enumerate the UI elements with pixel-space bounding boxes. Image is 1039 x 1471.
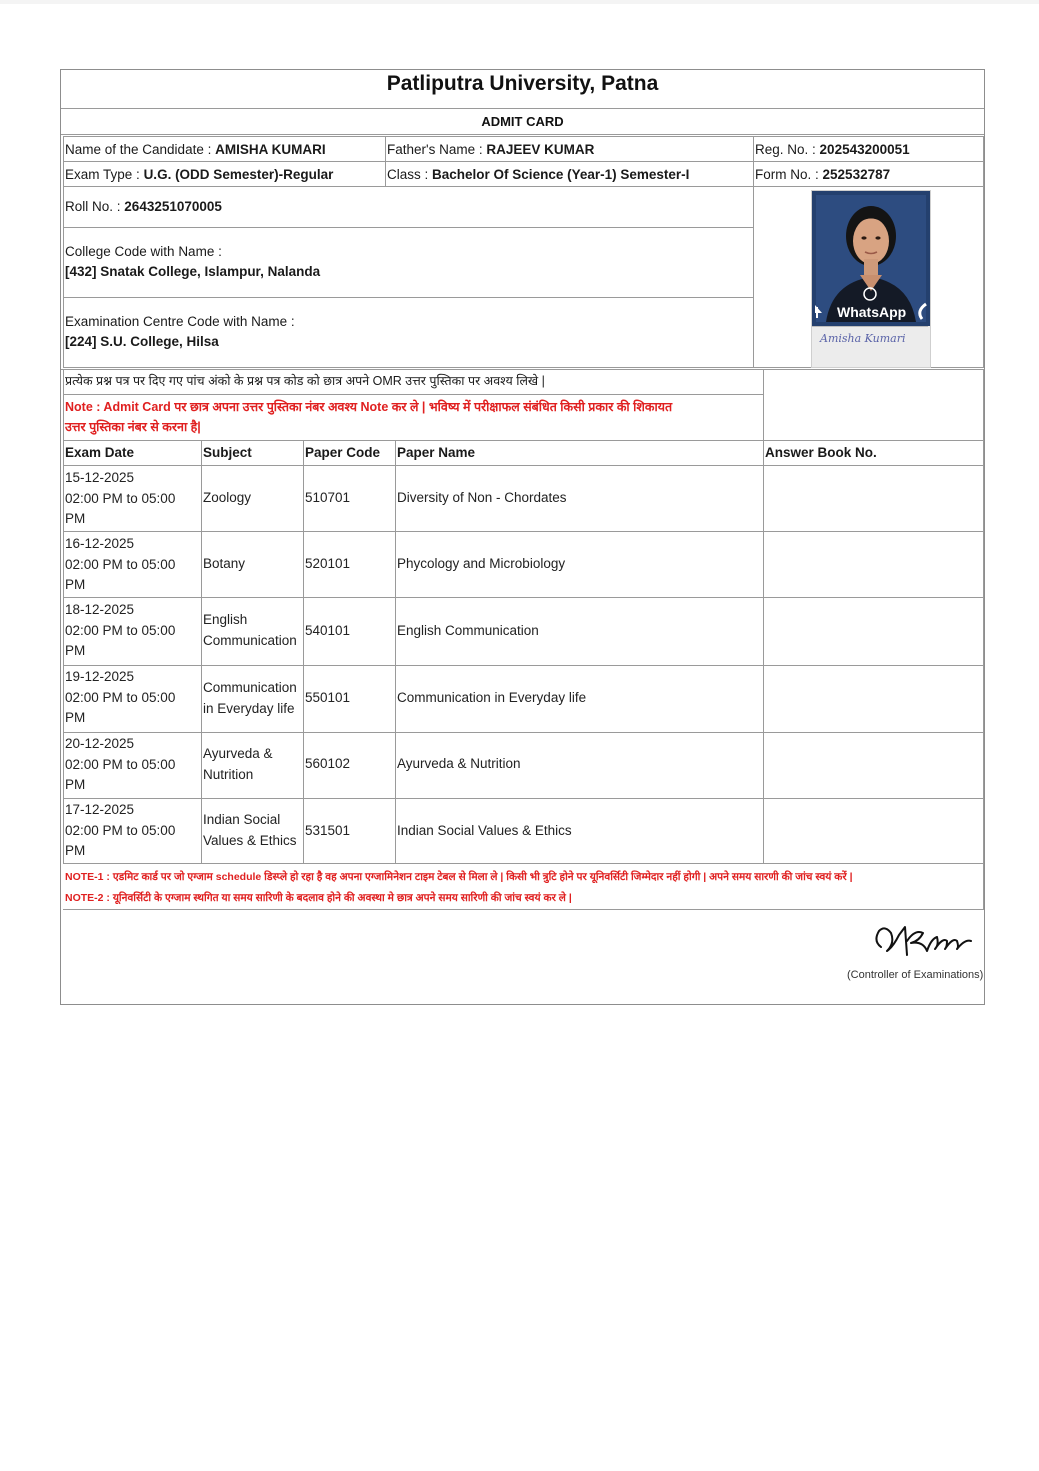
page-top-strip (0, 0, 1039, 4)
note-1: NOTE-1 : एडमिट कार्ड पर जो एग्जाम schedule डिस्प्ले हो रहा है वह अपना एग्जामिनेशन टाइम टेबल से मिला ले | किसी भी त्रुटि होने पर यूनिवर्सिटी जिम्मेदार नहीं होगी | अपने समय सारणी की जांच स्वयं करें | (65, 871, 853, 883)
divider (61, 134, 984, 135)
father-name-value: RAJEEV KUMAR (486, 142, 595, 157)
subject-cell (203, 610, 297, 651)
paper-code-cell: 531501 (305, 823, 351, 838)
subject-cell: Botany (203, 556, 246, 571)
father-name-label: Father's Name : (387, 142, 483, 157)
paper-name-cell: Communication in Everyday life (397, 690, 587, 705)
col-header-answer-book: Answer Book No. (765, 445, 877, 460)
signature-line (812, 326, 928, 327)
paper-name-cell: Ayurveda & Nutrition (397, 756, 521, 771)
exam-time: 02:00 PM to 05:00 (65, 622, 176, 638)
paper-code-cell: 560102 (305, 756, 351, 771)
reg-no-label: Reg. No. : (755, 142, 816, 157)
form-no-value: 252532787 (822, 167, 891, 182)
father-name-field (387, 140, 594, 160)
subject-cell: Zoology (203, 490, 252, 505)
candidate-name-field (65, 140, 326, 160)
divider (63, 136, 64, 368)
subject-line-a: Communication (203, 680, 297, 695)
paper-code-cell: 520101 (305, 556, 351, 571)
subject-line-b: Nutrition (203, 766, 254, 782)
exam-time: 02:00 PM to 05:00 (65, 756, 176, 772)
exam-type-value: U.G. (ODD Semester)-Regular (143, 167, 334, 182)
divider (63, 297, 753, 298)
roll-no-value: 2643251070005 (124, 199, 222, 214)
divider (763, 369, 764, 863)
centre-label: Examination Centre Code with Name : (65, 314, 295, 329)
paper-name-cell: Diversity of Non - Chordates (397, 490, 567, 505)
divider (201, 440, 202, 863)
col-header-paper-code: Paper Code (305, 445, 381, 460)
divider (61, 108, 984, 109)
college-value: [432] Snatak College, Islampur, Nalanda (65, 264, 321, 279)
divider (385, 136, 386, 186)
paper-name-cell: Indian Social Values & Ethics (397, 823, 572, 838)
exam-type-label: Exam Type : (65, 167, 140, 182)
photo-watermark: WhatsApp (837, 304, 907, 320)
exam-type-field (65, 165, 333, 185)
divider (395, 440, 396, 863)
exam-time-suffix: PM (65, 843, 86, 858)
divider (63, 732, 983, 733)
candidate-name-label: Name of the Candidate : (65, 142, 212, 157)
paper-code-cell: 540101 (305, 623, 351, 638)
exam-date: 17-12-2025 (65, 802, 135, 817)
candidate-photo (811, 190, 931, 368)
divider (63, 369, 64, 863)
admit-card-title: ADMIT CARD (481, 114, 564, 129)
candidate-signature: Amisha Kumari (820, 332, 906, 345)
centre-value: [224] S.U. College, Hilsa (65, 334, 219, 349)
subject-line-a: Indian Social (203, 812, 281, 827)
exam-time-suffix: PM (65, 710, 86, 725)
exam-date: 18-12-2025 (65, 602, 135, 617)
roll-no-label: Roll No. : (65, 199, 121, 214)
divider (63, 863, 983, 864)
divider (753, 136, 754, 368)
note-2: NOTE-2 : यूनिवर्सिटी के एग्जाम स्थगित या समय सारिणी के बदलाव होने की अवस्था मे छात्र अपने समय सारिणी की जांच स्वयं कर ले | (65, 892, 572, 904)
table-row (65, 534, 175, 596)
subject-cell (203, 744, 273, 785)
table-row (65, 600, 175, 662)
subject-line-b: in Everyday life (203, 700, 295, 716)
exam-time-suffix: PM (65, 777, 86, 792)
university-title: Patliputra University, Patna (386, 72, 659, 95)
omr-instruction: प्रत्येक प्रश्न पत्र पर दिए गए पांच अंको के प्रश्न पत्र कोड को छात्र अपने OMR उत्तर पुस्तिका पर अवश्य लिखे | (65, 374, 545, 388)
paper-code-cell: 550101 (305, 690, 351, 705)
divider (63, 227, 753, 228)
exam-time-suffix: PM (65, 643, 86, 658)
form-no-label: Form No. : (755, 167, 819, 182)
candidate-name-value: AMISHA KUMARI (215, 142, 326, 157)
col-header-exam-date: Exam Date (65, 445, 135, 460)
exam-time-suffix: PM (65, 511, 86, 526)
divider (63, 136, 983, 137)
reg-no-field (755, 140, 910, 160)
divider (983, 136, 984, 368)
note-line-b: उत्तर पुस्तिका नंबर से करना है| (65, 420, 201, 434)
exam-time: 02:00 PM to 05:00 (65, 490, 176, 506)
divider (63, 161, 983, 162)
form-no-field (755, 165, 890, 185)
exam-date: 15-12-2025 (65, 470, 135, 485)
subject-line-a: English (203, 612, 248, 627)
col-header-paper-name: Paper Name (397, 445, 476, 460)
subject-line-b: Communication (203, 632, 297, 648)
exam-date: 16-12-2025 (65, 536, 135, 551)
divider (63, 597, 983, 598)
controller-label: (Controller of Examinations) (847, 969, 984, 981)
divider (63, 798, 983, 799)
note-line-a: Note : Admit Card पर छात्र अपना उत्तर पुस्तिका नंबर अवश्य Note कर ले | भविष्य में परीक्षाफल संबंधित किसी प्रकार की शिकायत (65, 400, 673, 414)
class-label: Class : (387, 167, 429, 182)
exam-time: 02:00 PM to 05:00 (65, 556, 176, 572)
subject-cell (203, 678, 297, 719)
table-row (65, 734, 175, 796)
exam-date: 19-12-2025 (65, 669, 135, 684)
paper-code-cell: 510701 (305, 490, 351, 505)
exam-time: 02:00 PM to 05:00 (65, 822, 176, 838)
college-label: College Code with Name : (65, 244, 222, 259)
divider (61, 369, 984, 370)
divider (63, 665, 983, 666)
col-header-subject: Subject (203, 445, 252, 460)
exam-time: 02:00 PM to 05:00 (65, 689, 176, 705)
divider (303, 440, 304, 863)
exam-time-suffix: PM (65, 577, 86, 592)
subject-cell (203, 810, 297, 851)
subject-line-a: Ayurveda & (203, 746, 273, 761)
controller-signature (871, 917, 981, 961)
table-row (65, 667, 175, 729)
roll-no-field (65, 197, 222, 217)
divider (983, 369, 984, 910)
admit-card (60, 69, 985, 1005)
divider (63, 394, 763, 395)
class-field (387, 165, 689, 185)
subject-line-b: Values & Ethics (203, 832, 297, 848)
table-row (65, 800, 175, 862)
class-value: Bachelor Of Science (Year-1) Semester-I (432, 167, 690, 182)
table-row (65, 468, 175, 530)
exam-date: 20-12-2025 (65, 736, 135, 751)
divider (63, 909, 983, 910)
reg-no-value: 202543200051 (819, 142, 910, 157)
paper-name-cell: Phycology and Microbiology (397, 556, 566, 571)
divider (63, 531, 983, 532)
paper-name-cell: English Communication (397, 623, 539, 638)
divider (63, 186, 983, 187)
